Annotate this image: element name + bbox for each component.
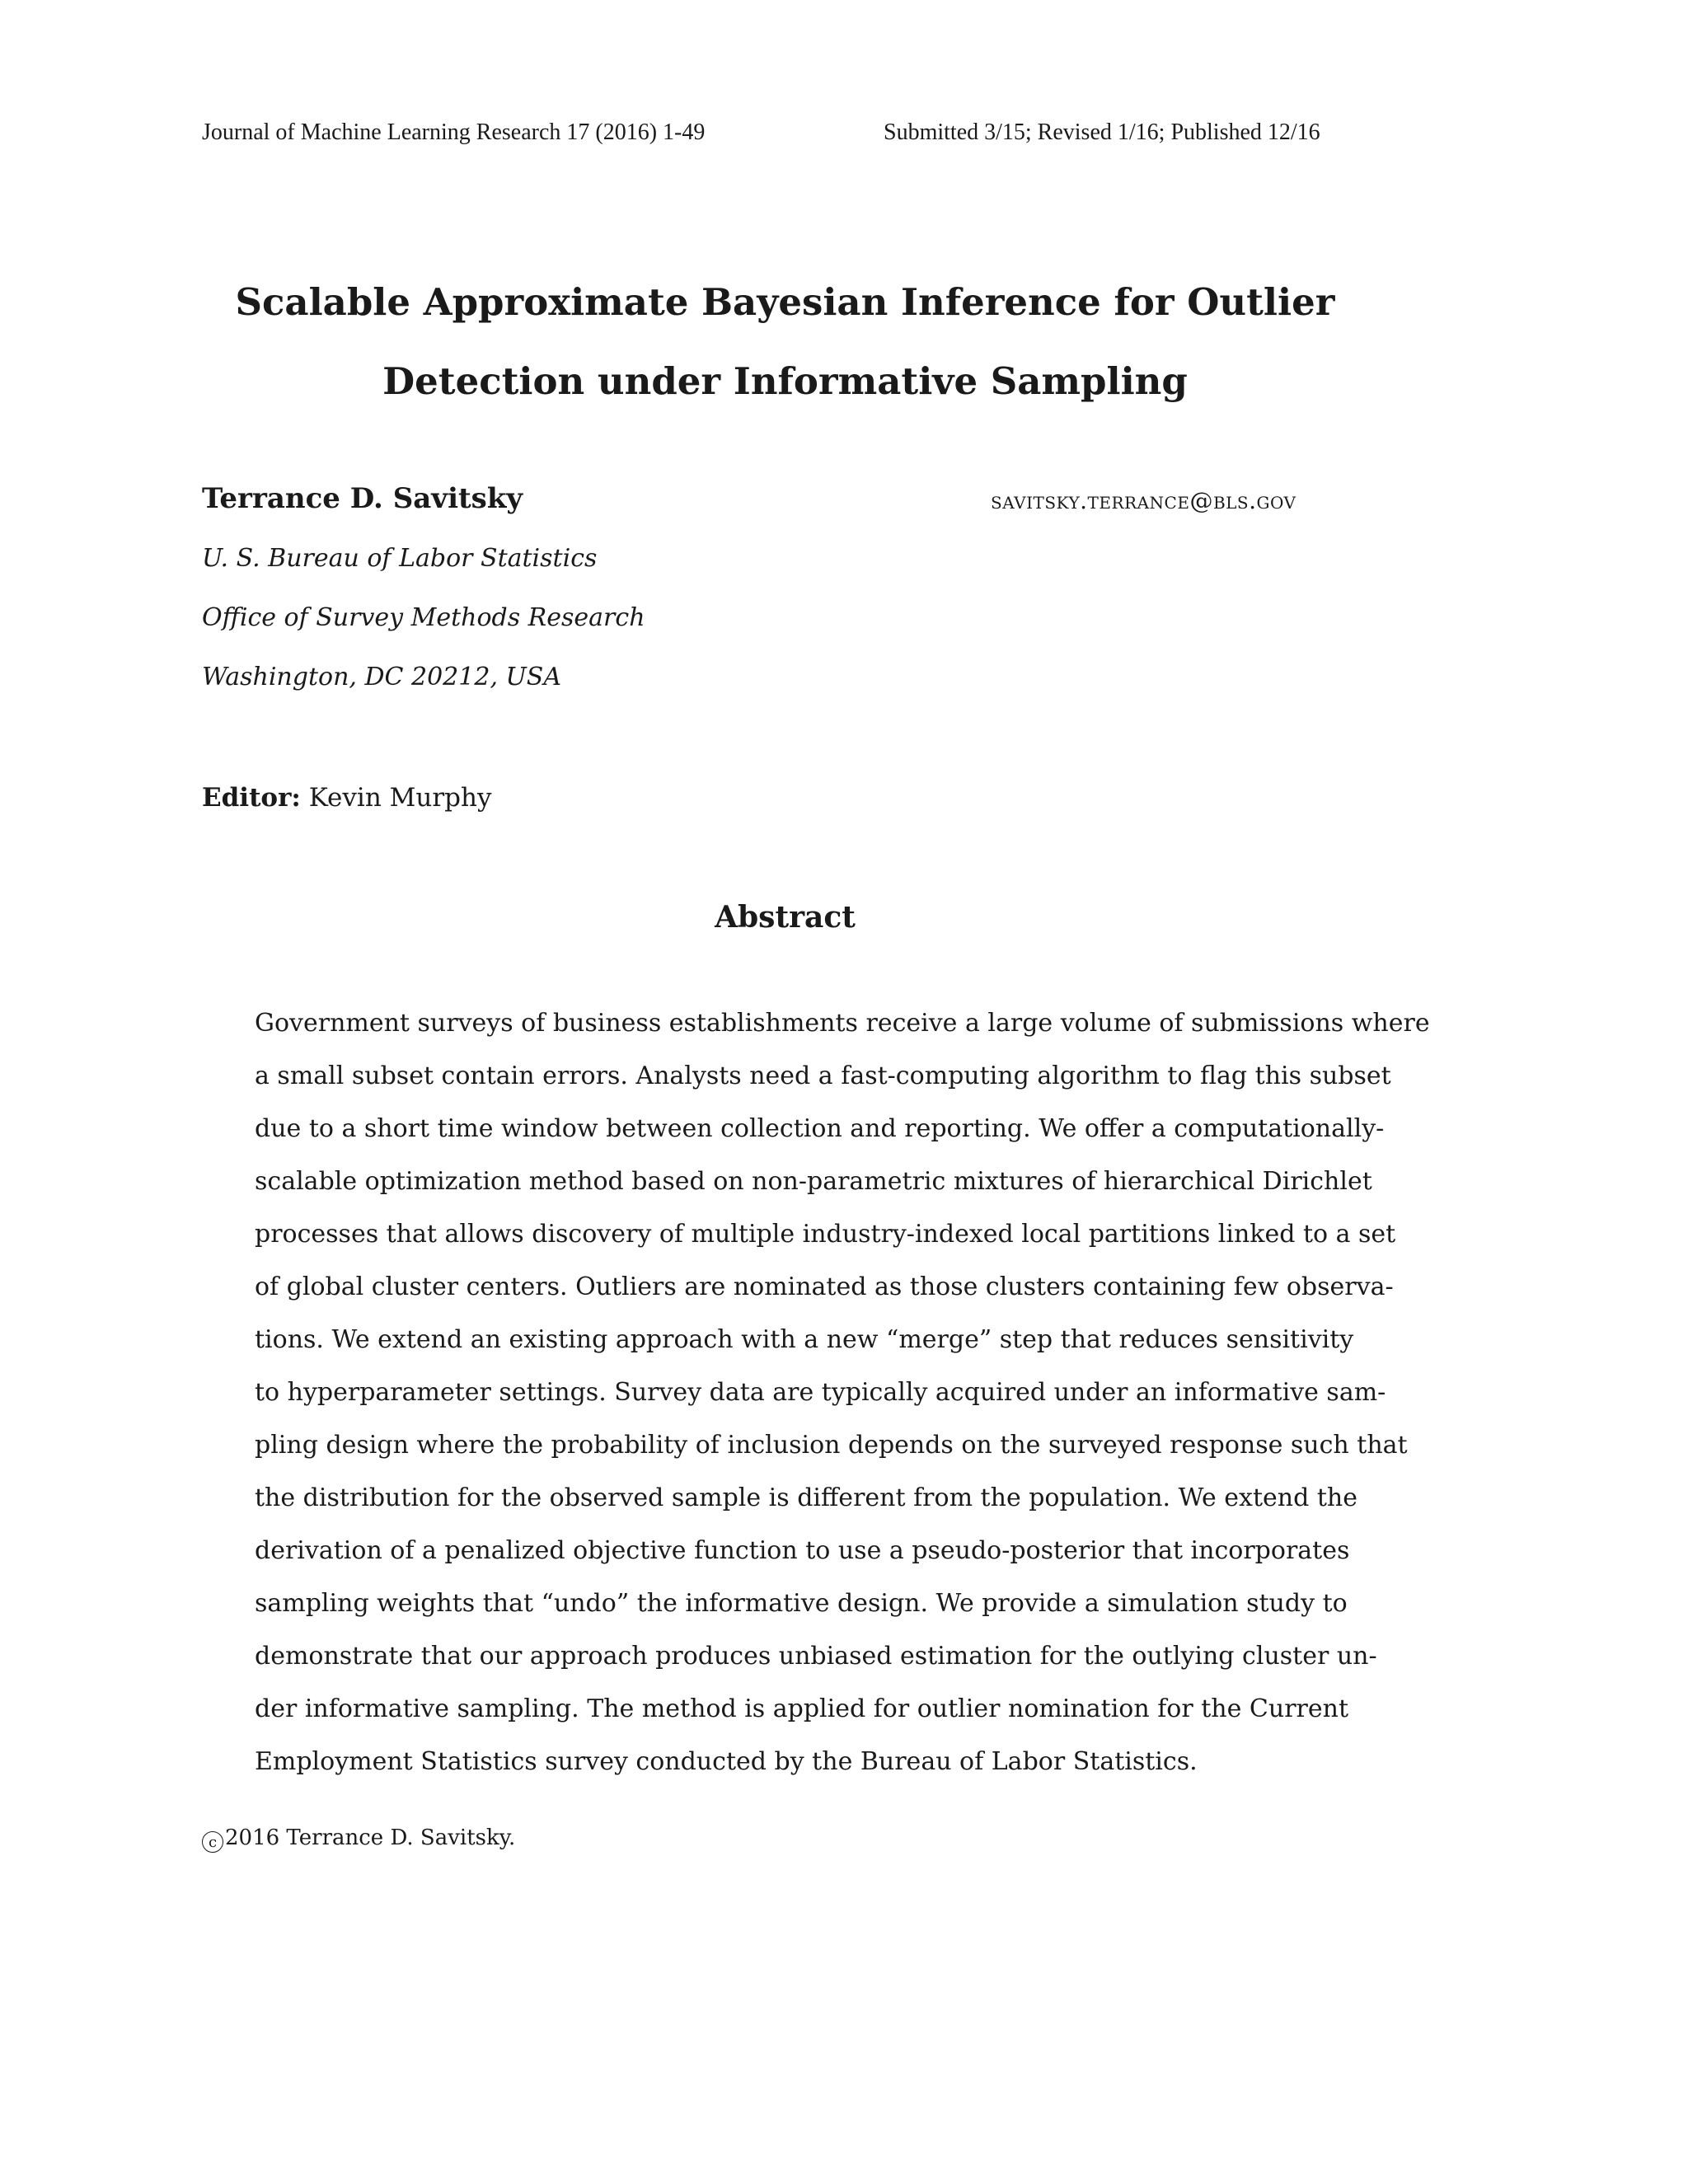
copyright-text: 2016 Terrance D. Savitsky. bbox=[225, 1825, 516, 1850]
abstract-line: Government surveys of business establishments receive a large volume of submissions where bbox=[255, 1009, 1430, 1038]
abstract-heading: Abstract bbox=[715, 900, 856, 935]
author-name: Terrance D. Savitsky bbox=[202, 482, 523, 515]
abstract-line: Employment Statistics survey conducted by the Bureau of Labor Statistics. bbox=[255, 1747, 1198, 1776]
abstract-line: derivation of a penalized objective function to use a pseudo-posterior that incorporates bbox=[255, 1536, 1350, 1565]
submission-dates: Submitted 3/15; Revised 1/16; Published 12/16 bbox=[884, 120, 1320, 145]
abstract-line: tions. We extend an existing approach with a new “merge” step that reduces sensitivity bbox=[255, 1325, 1354, 1354]
affiliation-line: Office of Survey Methods Research bbox=[202, 603, 645, 632]
abstract-line: a small subset contain errors. Analysts need a fast-computing algorithm to flag this subset bbox=[255, 1062, 1391, 1090]
abstract-line: demonstrate that our approach produces unbiased estimation for the outlying cluster un- bbox=[255, 1642, 1377, 1671]
journal-header: Journal of Machine Learning Research 17 (2016) 1-49 bbox=[202, 120, 706, 145]
abstract-line: der informative sampling. The method is applied for outlier nomination for the Current bbox=[255, 1694, 1349, 1723]
abstract-line: processes that allows discovery of multiple industry-indexed local partitions linked to a set bbox=[255, 1220, 1396, 1249]
author-email: savitsky.terrance@bls.gov bbox=[991, 487, 1296, 514]
editor-label: Editor: bbox=[202, 783, 301, 813]
copyright-notice bbox=[202, 1825, 515, 1853]
abstract-line: the distribution for the observed sample is different from the population. We extend the bbox=[255, 1483, 1357, 1512]
paper-title-line-1: Scalable Approximate Bayesian Inference for Outlier bbox=[235, 280, 1335, 324]
editor-line bbox=[202, 783, 492, 813]
paper-title-line-2: Detection under Informative Sampling bbox=[382, 359, 1188, 403]
editor-name: Kevin Murphy bbox=[308, 783, 492, 813]
affiliation-line: U. S. Bureau of Labor Statistics bbox=[202, 544, 598, 573]
affiliation-line: Washington, DC 20212, USA bbox=[202, 663, 562, 691]
abstract-line: due to a short time window between collection and reporting. We offer a computationally- bbox=[255, 1114, 1385, 1143]
copyright-icon: c bbox=[202, 1831, 223, 1853]
abstract-line: of global cluster centers. Outliers are nominated as those clusters containing few observa- bbox=[255, 1272, 1394, 1301]
abstract-line: sampling weights that “undo” the informative design. We provide a simulation study to bbox=[255, 1589, 1348, 1618]
abstract-line: pling design where the probability of inclusion depends on the surveyed response such that bbox=[255, 1431, 1408, 1460]
abstract-line: to hyperparameter settings. Survey data are typically acquired under an informative sam- bbox=[255, 1378, 1386, 1407]
abstract-line: scalable optimization method based on non-parametric mixtures of hierarchical Dirichlet bbox=[255, 1167, 1372, 1196]
